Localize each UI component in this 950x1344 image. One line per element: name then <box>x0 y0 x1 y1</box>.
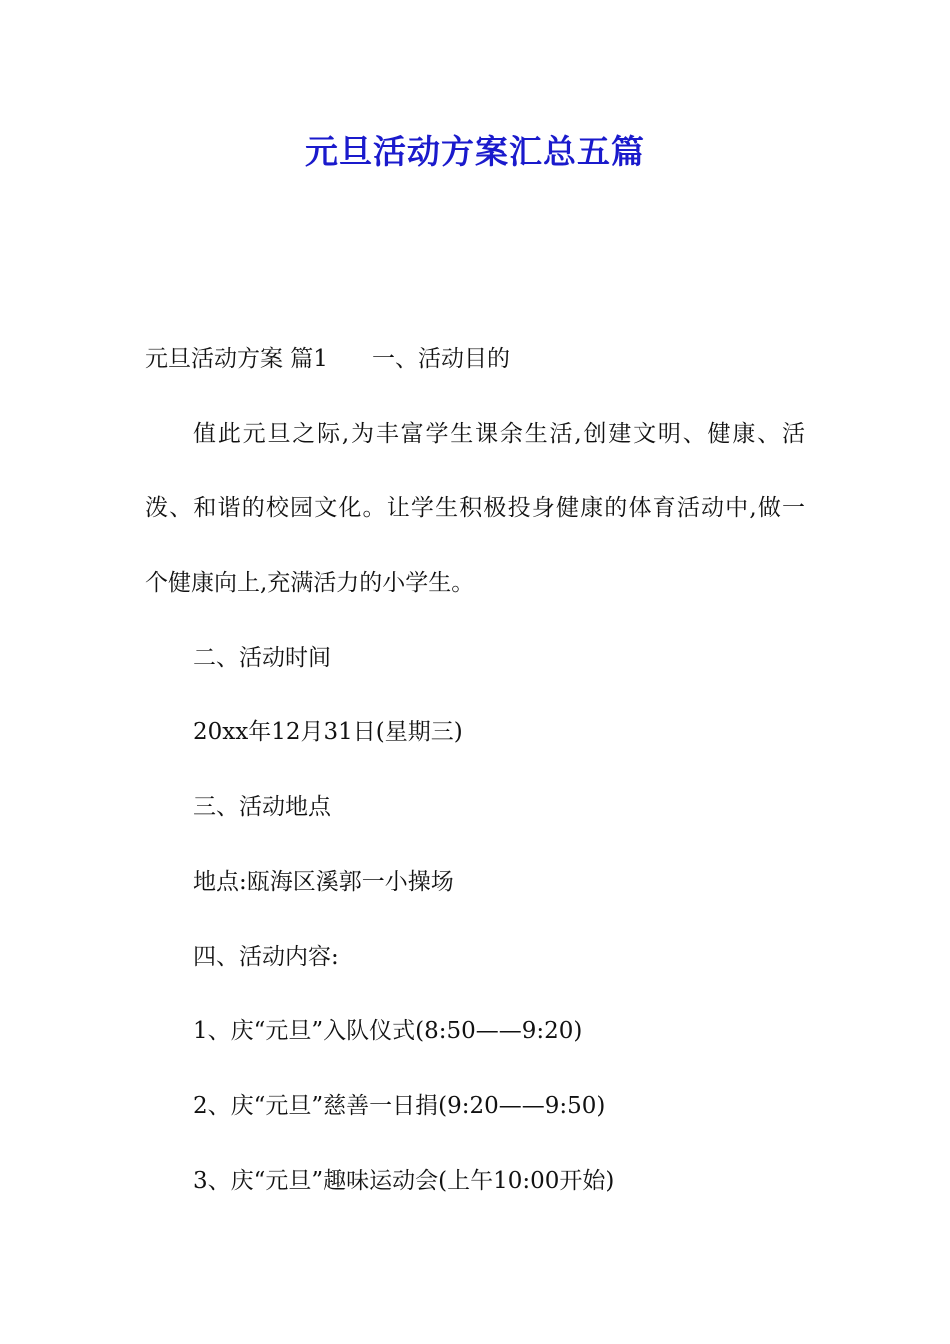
heading-content: 四、活动内容: <box>193 944 339 970</box>
section-label: 元旦活动方案 篇1 <box>145 346 328 372</box>
content-item: 3、庆“元旦”趣味运动会(上午10:00开始) <box>193 1168 615 1194</box>
section-header-line <box>145 341 815 377</box>
paragraph-line: 泼、和谐的校园文化。让学生积极投身健康的体育活动中,做一 <box>145 495 805 521</box>
heading-location: 三、活动地点 <box>193 794 331 820</box>
heading-purpose: 一、活动目的 <box>371 346 510 372</box>
location-text: 地点:瓯海区溪郭一小操场 <box>193 869 454 895</box>
document-title: 元旦活动方案汇总五篇 <box>305 132 645 171</box>
content-item: 1、庆“元旦”入队仪式(8:50——9:20) <box>193 1018 583 1044</box>
heading-time: 二、活动时间 <box>193 645 331 671</box>
paragraph-line: 值此元旦之际,为丰富学生课余生活,创建文明、健康、活 <box>193 421 805 447</box>
paragraph-line: 个健康向上,充满活力的小学生。 <box>145 570 475 596</box>
content-item: 2、庆“元旦”慈善一日捐(9:20——9:50) <box>193 1093 606 1119</box>
time-text: 20xx年12月31日(星期三) <box>193 719 463 745</box>
